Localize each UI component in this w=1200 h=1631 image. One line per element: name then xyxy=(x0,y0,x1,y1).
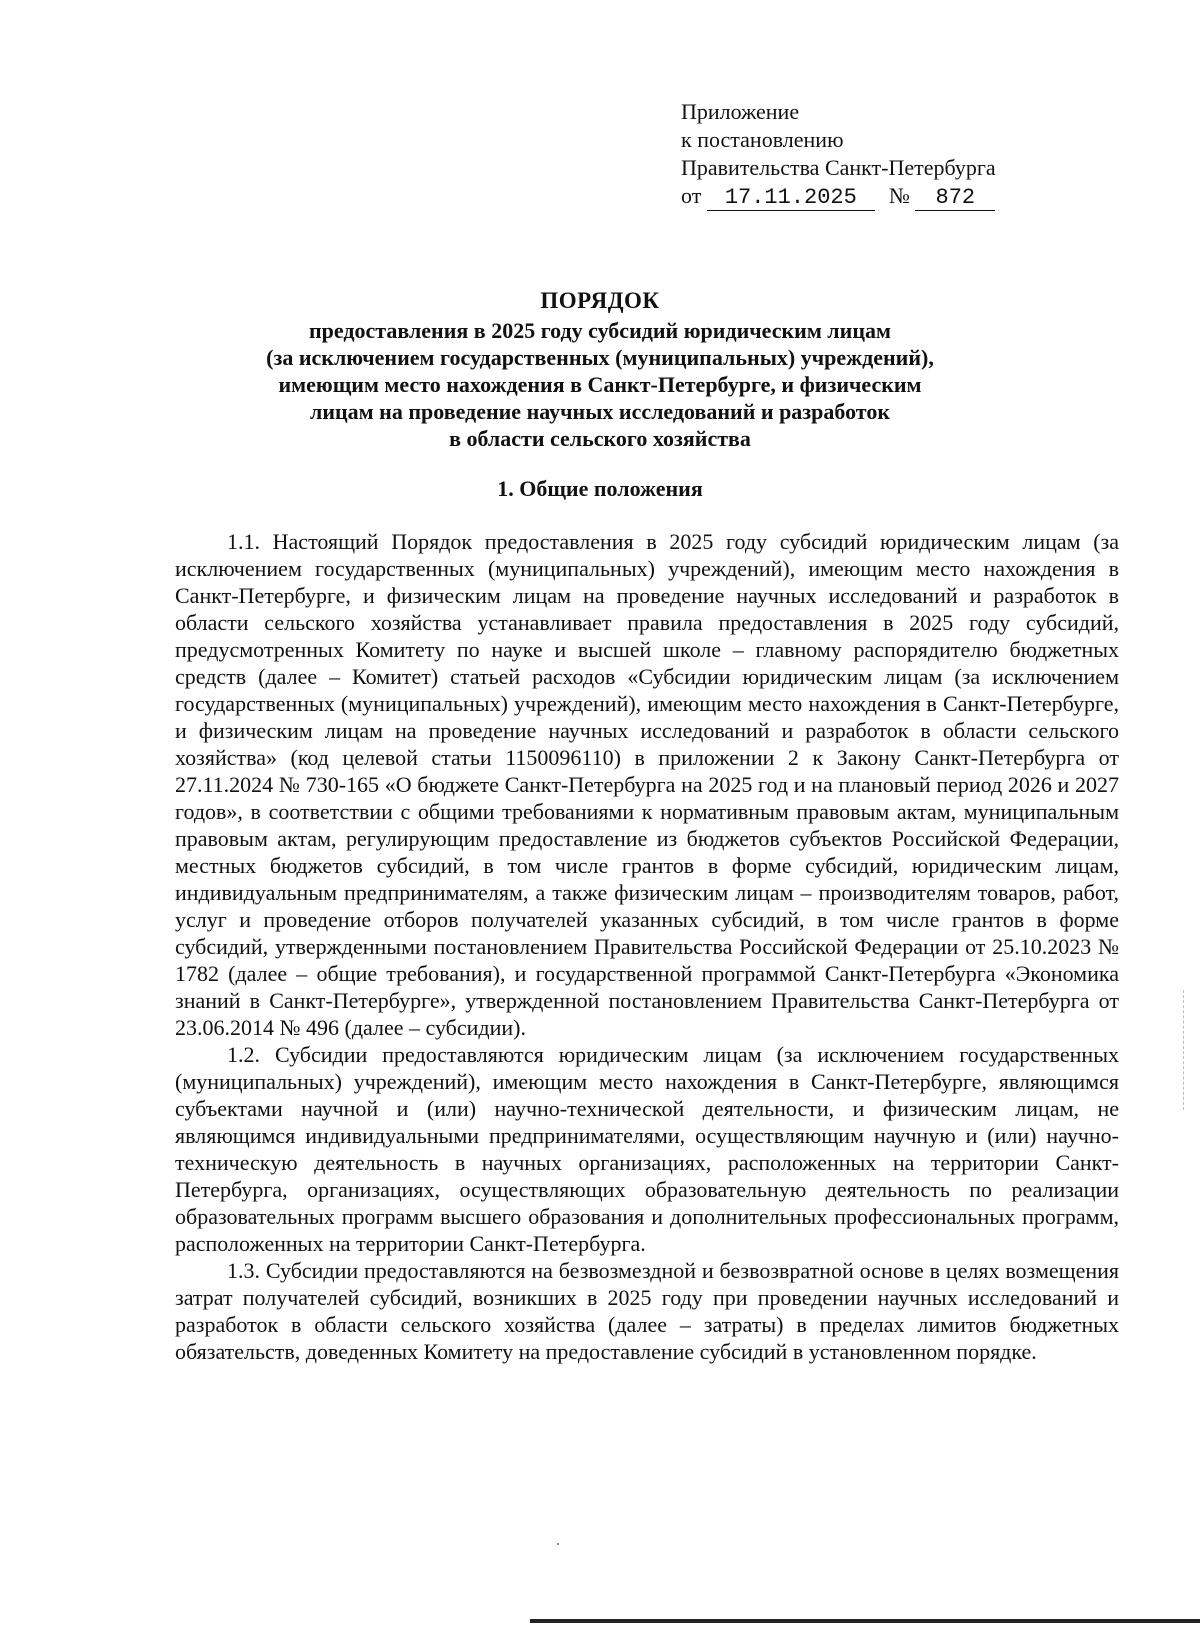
title-main: ПОРЯДОК xyxy=(540,288,660,313)
number-label: № xyxy=(888,183,910,208)
paragraph-1-1: 1.1. Настоящий Порядок предоставления в 2025 году субсидий юридическим лицам (за исключением государственных (муниципальных) учреждений), имеющим место нахождения в Санкт-Петербурге, и физическим лицам на проведение научных исследований и разработок в области сельского хозяйства устанавливает правила предоставления в 2025 году субсидий, предусмотренных Комитету по науке и высшей школе – главному распорядителю бюджетных средств (далее – Комитет) статьей расходов «Субсидии юридическим лицам (за исключением государственных (муниципальных) учреждений), имеющим место нахождения в Санкт-Петербурге, и физическим лицам на проведение научных исследований и разработок в области сельского хозяйства» (код целевой статьи 1150096110) в приложении 2 к Закону Санкт-Петербурга от 27.11.2024 № 730-165 «О бюджете Санкт-Петербурга на 2025 год и на плановый период 2026 и 2027 годов», в соответствии с общими требованиями к нормативным правовым актам, муниципальным правовым актам, регулирующим предоставление из бюджетов субъектов Российской Федерации, местных бюджетов субсидий, в том числе грантов в форме субсидий, юридическим лицам, индивидуальным предпринимателям, а также физическим лицам – производителям товаров, работ, услуг и проведение отборов получателей указанных субсидий, в том числе грантов в форме субсидий, утвержденными постановлением Правительства Российской Федерации от 25.10.2023 № 1782 (далее – общие требования), и государственной программой Санкт-Петербурга «Экономика знаний в Санкт-Петербурге», утвержденной постановлением Правительства Санкт-Петербурга от 23.06.2014 № 496 (далее – субсидии). xyxy=(175,529,1119,1040)
decree-number: 872 xyxy=(915,186,995,211)
decree-date: 17.11.2025 xyxy=(707,186,875,211)
appendix-to-decree: к постановлению xyxy=(681,127,844,152)
title-line-1: предоставления в 2025 году субсидий юридическим лицам xyxy=(309,318,891,343)
title-line-4: лицам на проведение научных исследований и разработок xyxy=(309,399,890,424)
paragraph-1-2: 1.2. Субсидии предоставляются юридическим лицам (за исключением государственных (муниципальных) учреждений), имеющим место нахождения в Санкт-Петербурге, являющимся субъектами научной и (или) научно-технической деятельности, и физическим лицам, не являющимся индивидуальными предпринимателями, осуществляющим научную и (или) научно-техническую деятельность в научных организациях, расположенных на территории Санкт-Петербурга, организациях, осуществляющих образовательную деятельность по реализации образовательных программ высшего образования и дополнительных профессиональных программ, расположенных на территории Санкт-Петербурга. xyxy=(175,1042,1119,1256)
title-line-5: в области сельского хозяйства xyxy=(449,426,751,451)
appendix-label: Приложение xyxy=(681,99,800,124)
scan-margin-marks xyxy=(1183,990,1186,1110)
appendix-issuer: Правительства Санкт-Петербурга xyxy=(681,155,996,180)
title-line-3: имеющим место нахождения в Санкт-Петербурге, и физическим xyxy=(278,372,922,397)
document-title xyxy=(120,287,1080,452)
document-body xyxy=(175,528,1119,1365)
section-heading-general: 1. Общие положения xyxy=(497,476,703,501)
paragraph-1-3: 1.3. Субсидии предоставляются на безвозмездной и безвозвратной основе в целях возмещения затрат получателей субсидий, возникших в 2025 году при проведении научных исследований и разработок в области сельского хозяйства (далее – затраты) в пределах лимитов бюджетных обязательств, доведенных Комитету на предоставление субсидий в установленном порядке. xyxy=(175,1258,1119,1364)
title-line-2: (за исключением государственных (муниципальных) учреждений), xyxy=(266,345,934,370)
scan-bottom-edge xyxy=(530,1619,1200,1623)
scan-speck xyxy=(557,1543,559,1545)
appendix-header xyxy=(681,98,1061,211)
from-label: от xyxy=(681,183,702,208)
decree-reference xyxy=(681,182,1061,211)
